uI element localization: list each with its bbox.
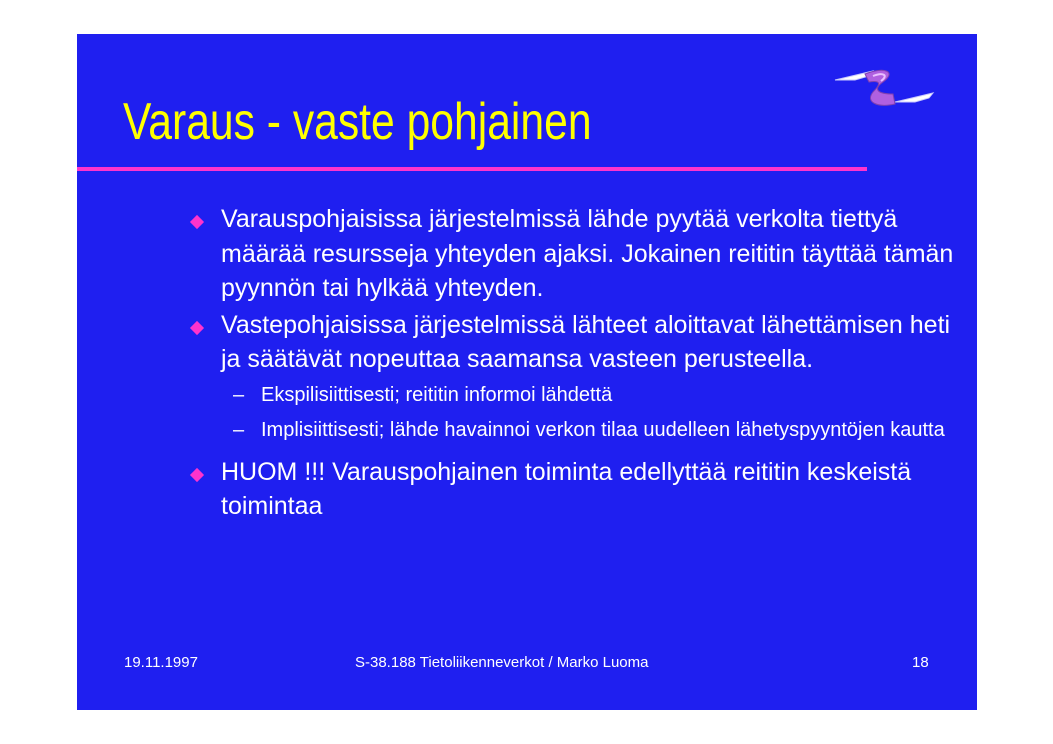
title-underline <box>77 167 867 171</box>
sub-item <box>181 416 961 445</box>
dash-marker: – <box>233 418 245 441</box>
sub-item-text: Ekspilisiittisesti; reititin informoi lähdettä <box>261 383 613 406</box>
bullet-item <box>181 308 961 377</box>
sub-item-text: Implisiittisesti; lähde havainnoi verkon tilaa uudelleen lähetyspyyntöjen kautta <box>261 418 945 441</box>
diamond-bullet-icon <box>190 467 204 481</box>
slide <box>77 34 977 710</box>
bullet-list <box>181 202 961 526</box>
bullet-text: HUOM !!! Varauspohjainen toiminta edellyttää reititin keskeistä toimintaa <box>221 457 912 520</box>
footer-page-number: 18 <box>912 654 929 671</box>
bullet-item <box>181 455 961 524</box>
diamond-bullet-icon <box>190 320 204 334</box>
bullet-text: Vastepohjaisissa järjestelmissä lähteet aloittavat lähettämisen heti ja säätävät nopeuttaa saamansa vasteen perusteella. <box>221 310 951 373</box>
dash-marker: – <box>233 383 245 406</box>
sub-item <box>181 381 961 410</box>
footer-date: 19.11.1997 <box>124 654 198 671</box>
footer-course: S-38.188 Tietoliikenneverkot / Marko Luoma <box>355 654 649 671</box>
bullet-item <box>181 202 961 306</box>
university-logo-icon <box>825 64 940 109</box>
slide-title: Varaus - vaste pohjainen <box>123 93 592 151</box>
diamond-bullet-icon <box>190 215 204 229</box>
bullet-text: Varauspohjaisissa järjestelmissä lähde pyytää verkolta tiettyä määrää resursseja yhteyden ajaksi. Jokainen reititin täyttää tämän pyynnön tai hylkää yhteyden. <box>221 205 954 302</box>
